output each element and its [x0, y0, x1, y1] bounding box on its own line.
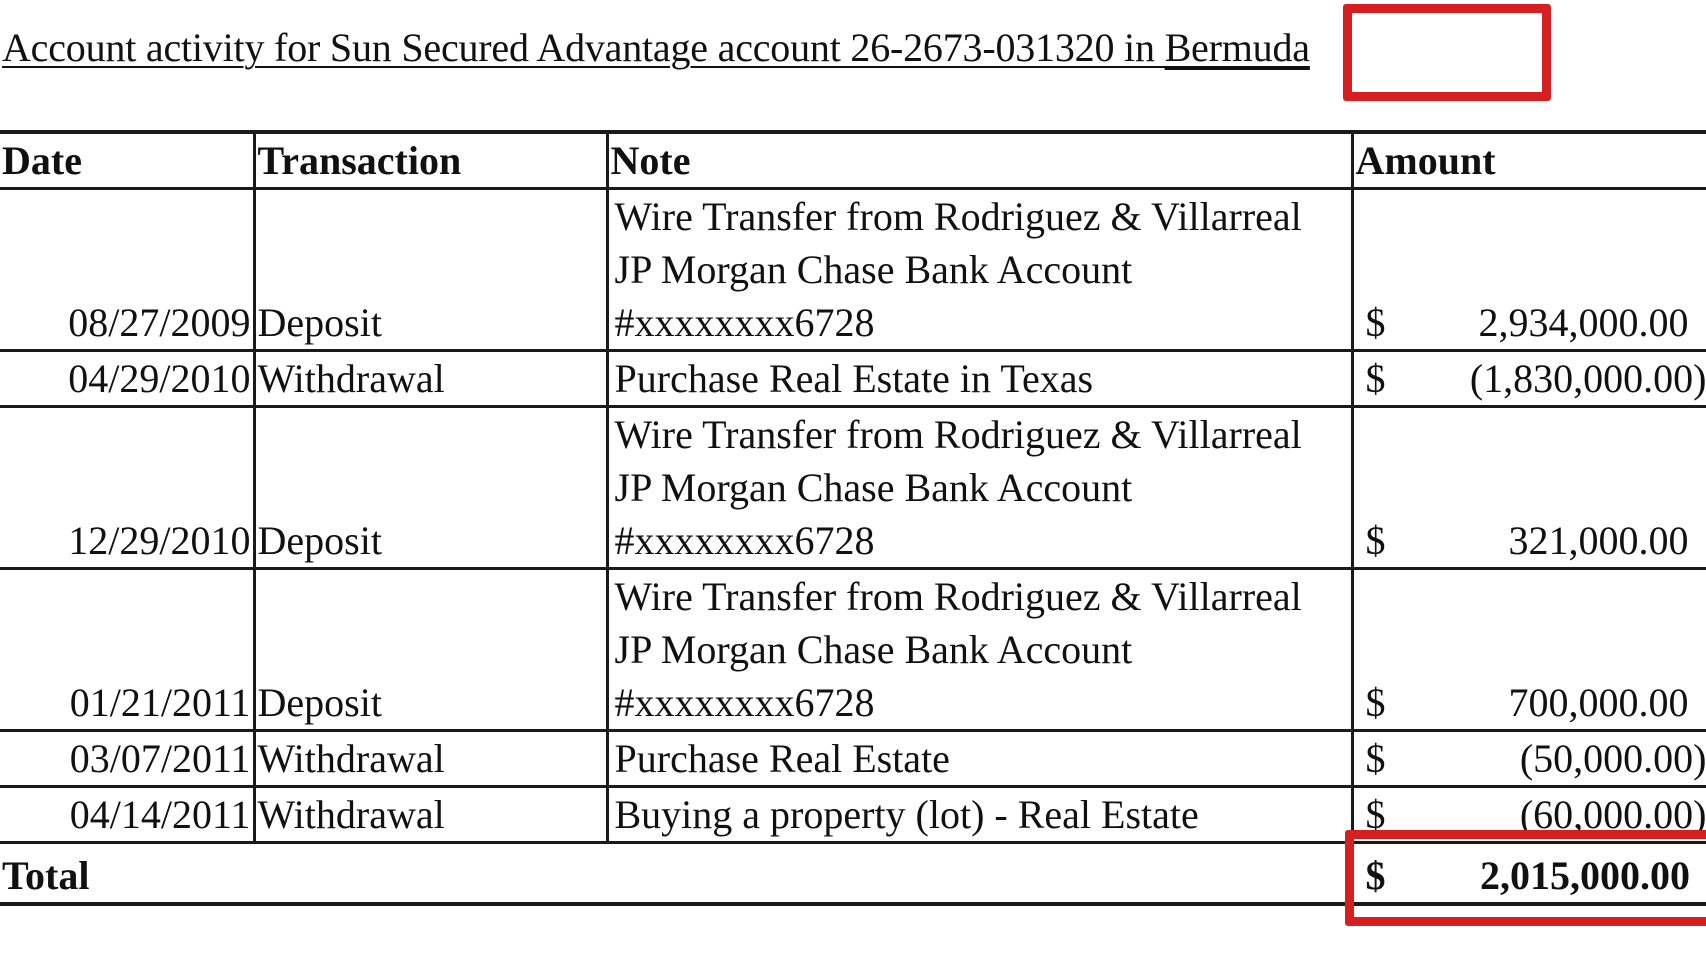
table-row: [0, 569, 1706, 731]
row-amount-value: (50,000.00): [1519, 736, 1706, 781]
row-date: 04/14/2011: [0, 787, 254, 843]
total-label: Total: [0, 843, 1352, 905]
row-currency: $: [1365, 792, 1386, 837]
row-transaction: Withdrawal: [254, 351, 607, 407]
row-currency: $: [1365, 300, 1386, 345]
table-row: [0, 351, 1706, 407]
row-date: 01/21/2011: [0, 569, 254, 731]
column-header-transaction: Transaction: [254, 132, 607, 189]
table-row: [0, 731, 1706, 787]
row-currency: $: [1365, 356, 1386, 401]
table-header-row: [0, 132, 1706, 189]
row-amount: [1352, 351, 1706, 407]
row-date: 12/29/2010: [0, 407, 254, 569]
row-note: Wire Transfer from Rodriguez & Villarreal JP Morgan Chase Bank Account #xxxxxxxx6728: [607, 189, 1352, 351]
row-amount-value: 321,000.00: [1508, 518, 1689, 563]
total-amount-value: 2,015,000.00: [1480, 853, 1690, 898]
account-activity-table: [0, 130, 1706, 906]
row-transaction: Withdrawal: [254, 731, 607, 787]
heading-place: Bermuda: [1164, 25, 1310, 70]
row-amount-value: 700,000.00: [1508, 680, 1689, 725]
row-note: Wire Transfer from Rodriguez & Villarreal JP Morgan Chase Bank Account #xxxxxxxx6728: [607, 569, 1352, 731]
column-header-date: Date: [0, 132, 254, 189]
table-row: [0, 407, 1706, 569]
row-date: 04/29/2010: [0, 351, 254, 407]
row-amount-value: 2,934,000.00: [1478, 300, 1689, 345]
heading-text: Account activity for Sun Secured Advantage account 26-2673-031320 in: [2, 25, 1165, 70]
row-note: Wire Transfer from Rodriguez & Villarreal JP Morgan Chase Bank Account #xxxxxxxx6728: [607, 407, 1352, 569]
account-heading: [2, 22, 1310, 74]
table-row: [0, 189, 1706, 351]
row-amount-value: (1,830,000.00): [1469, 356, 1706, 401]
row-note: Buying a property (lot) - Real Estate: [607, 787, 1352, 843]
row-currency: $: [1365, 680, 1386, 725]
row-amount: [1352, 731, 1706, 787]
row-amount: [1352, 407, 1706, 569]
row-currency: $: [1365, 518, 1386, 563]
column-header-note: Note: [607, 132, 1352, 189]
row-amount-value: (60,000.00): [1519, 792, 1706, 837]
row-transaction: Withdrawal: [254, 787, 607, 843]
row-note: Purchase Real Estate: [607, 731, 1352, 787]
row-transaction: Deposit: [254, 407, 607, 569]
total-currency: $: [1365, 853, 1386, 898]
column-header-amount: Amount: [1352, 132, 1706, 189]
row-note: Purchase Real Estate in Texas: [607, 351, 1352, 407]
row-currency: $: [1365, 736, 1386, 781]
row-transaction: Deposit: [254, 569, 607, 731]
row-transaction: Deposit: [254, 189, 607, 351]
row-amount: [1352, 189, 1706, 351]
row-amount: [1352, 569, 1706, 731]
highlight-box-total: [1345, 830, 1706, 926]
highlight-box-place: [1343, 4, 1551, 101]
row-date: 03/07/2011: [0, 731, 254, 787]
row-date: 08/27/2009: [0, 189, 254, 351]
